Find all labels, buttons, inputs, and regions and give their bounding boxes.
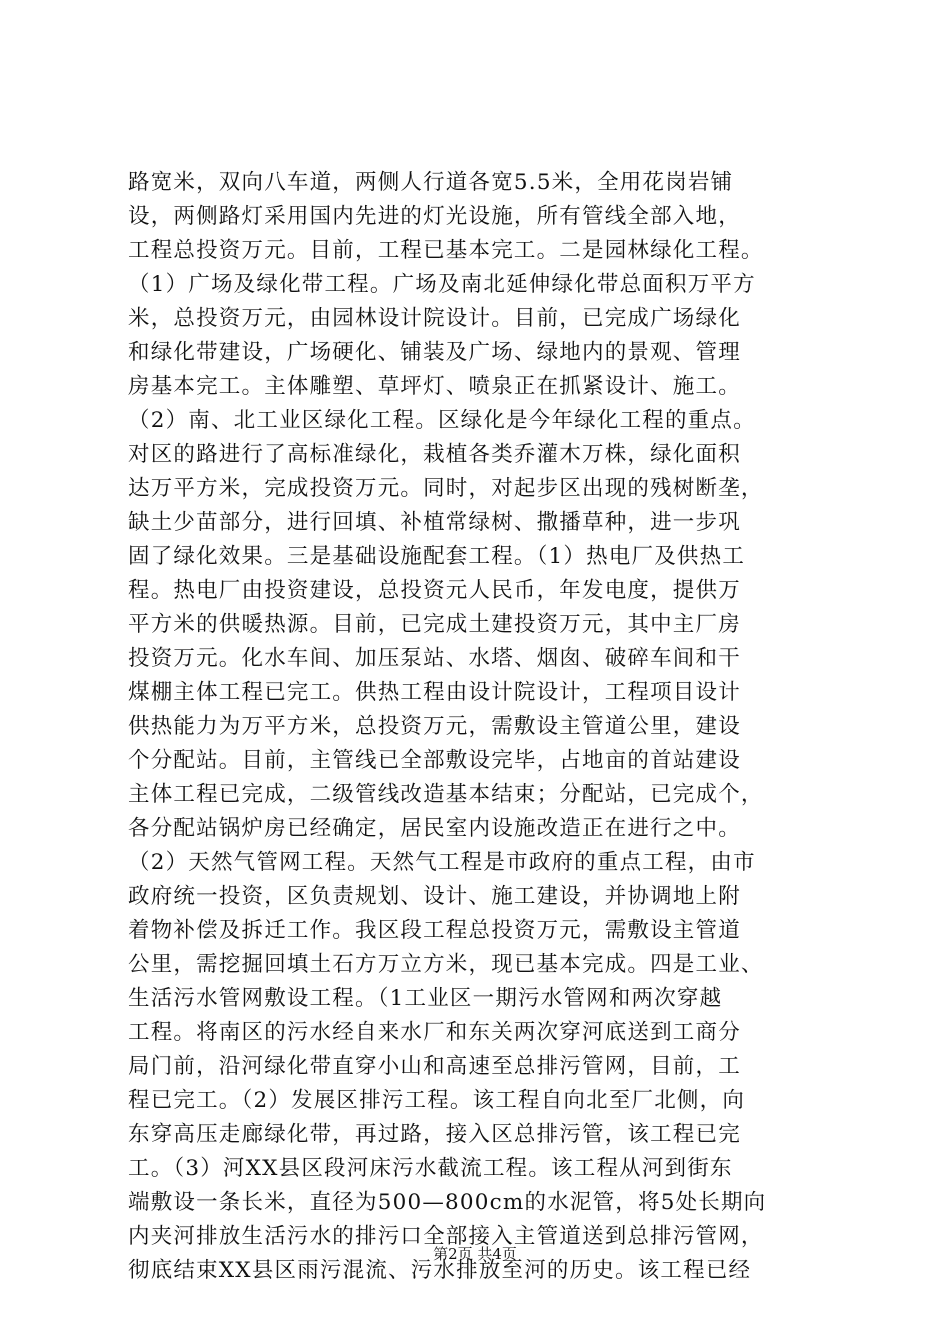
text-line: 供热能力为万平方米，总投资万元，需敷设主管道公里，建设 [128, 714, 741, 739]
text-line: 彻底结束XX县区雨污混流、污水排放至河的历史。该工程已经 [128, 1258, 752, 1283]
text-line: 工程总投资万元。目前，工程已基本完工。二是园林绿化工程。 [128, 238, 764, 263]
text-line: 内夹河排放生活污水的排污口全部接入主管道送到总排污管网， [128, 1224, 764, 1249]
text-line: （2）南、北工业区绿化工程。区绿化是今年绿化工程的重点。 [128, 408, 756, 433]
text-line: 着物补偿及拆迁工作。我区段工程总投资万元，需敷设主管道 [128, 918, 741, 943]
text-line: 政府统一投资，区负责规划、设计、施工建设，并协调地上附 [128, 884, 741, 909]
text-line: 东穿高压走廊绿化带，再过路，接入区总排污管，该工程已完 [128, 1122, 741, 1147]
text-line: 设，两侧路灯采用国内先进的灯光设施，所有管线全部入地， [128, 204, 741, 229]
text-line: 端敷设一条长米，直径为500—800cm的水泥管，将5处长期向 [128, 1190, 767, 1215]
text-line: 工。（3）河XX县区段河床污水截流工程。该工程从河到街东 [128, 1156, 733, 1181]
text-line: 程。热电厂由投资建设，总投资元人民币，年发电度，提供万 [128, 578, 741, 603]
text-line: 程已完工。（2）发展区排污工程。该工程自向北至厂北侧，向 [128, 1088, 746, 1113]
text-line: 固了绿化效果。三是基础设施配套工程。（1）热电厂及供热工 [128, 544, 746, 569]
text-line: 米，总投资万元，由园林设计院设计。目前，已完成广场绿化 [128, 306, 741, 331]
text-line: 房基本完工。主体雕塑、草坪灯、喷泉正在抓紧设计、施工。 [128, 374, 741, 399]
text-line: 局门前，沿河绿化带直穿小山和高速至总排污管网，目前，工 [128, 1054, 741, 1079]
text-line: 缺土少苗部分，进行回填、补植常绿树、撒播草种，进一步巩 [128, 510, 741, 535]
body-text [128, 166, 828, 1288]
text-line: 达万平方米，完成投资万元。同时，对起步区出现的残树断垄， [128, 476, 764, 501]
text-line: 各分配站锅炉房已经确定，居民室内设施改造正在进行之中。 [128, 816, 741, 841]
text-line: 生活污水管网敷设工程。（1工业区一期污水管网和两次穿越 [128, 986, 723, 1011]
text-line: 平方米的供暖热源。目前，已完成土建投资万元，其中主厂房 [128, 612, 741, 637]
page-footer: 第2页 共4页 [433, 1245, 517, 1263]
text-line: 个分配站。目前，主管线已全部敷设完毕，占地亩的首站建设 [128, 748, 741, 773]
text-line: 和绿化带建设，广场硬化、铺装及广场、绿地内的景观、管理 [128, 340, 741, 365]
text-line: 主体工程已完成，二级管线改造基本结束；分配站，已完成个， [128, 782, 764, 807]
text-line: 工程。将南区的污水经自来水厂和东关两次穿河底送到工商分 [128, 1020, 741, 1045]
text-line: （2）天然气管网工程。天然气工程是市政府的重点工程，由市 [128, 850, 756, 875]
text-line: 对区的路进行了高标准绿化，栽植各类乔灌木万株，绿化面积 [128, 442, 741, 467]
text-line: 投资万元。化水车间、加压泵站、水塔、烟囱、破碎车间和干 [128, 646, 741, 671]
text-line: 煤棚主体工程已完工。供热工程由设计院设计，工程项目设计 [128, 680, 741, 705]
text-line: 路宽米，双向八车道，两侧人行道各宽5.5米，全用花岗岩铺 [128, 170, 734, 195]
text-line: （1）广场及绿化带工程。广场及南北延伸绿化带总面积万平方 [128, 272, 756, 297]
text-line: 公里，需挖掘回填土石方万立方米，现已基本完成。四是工业、 [128, 952, 764, 977]
